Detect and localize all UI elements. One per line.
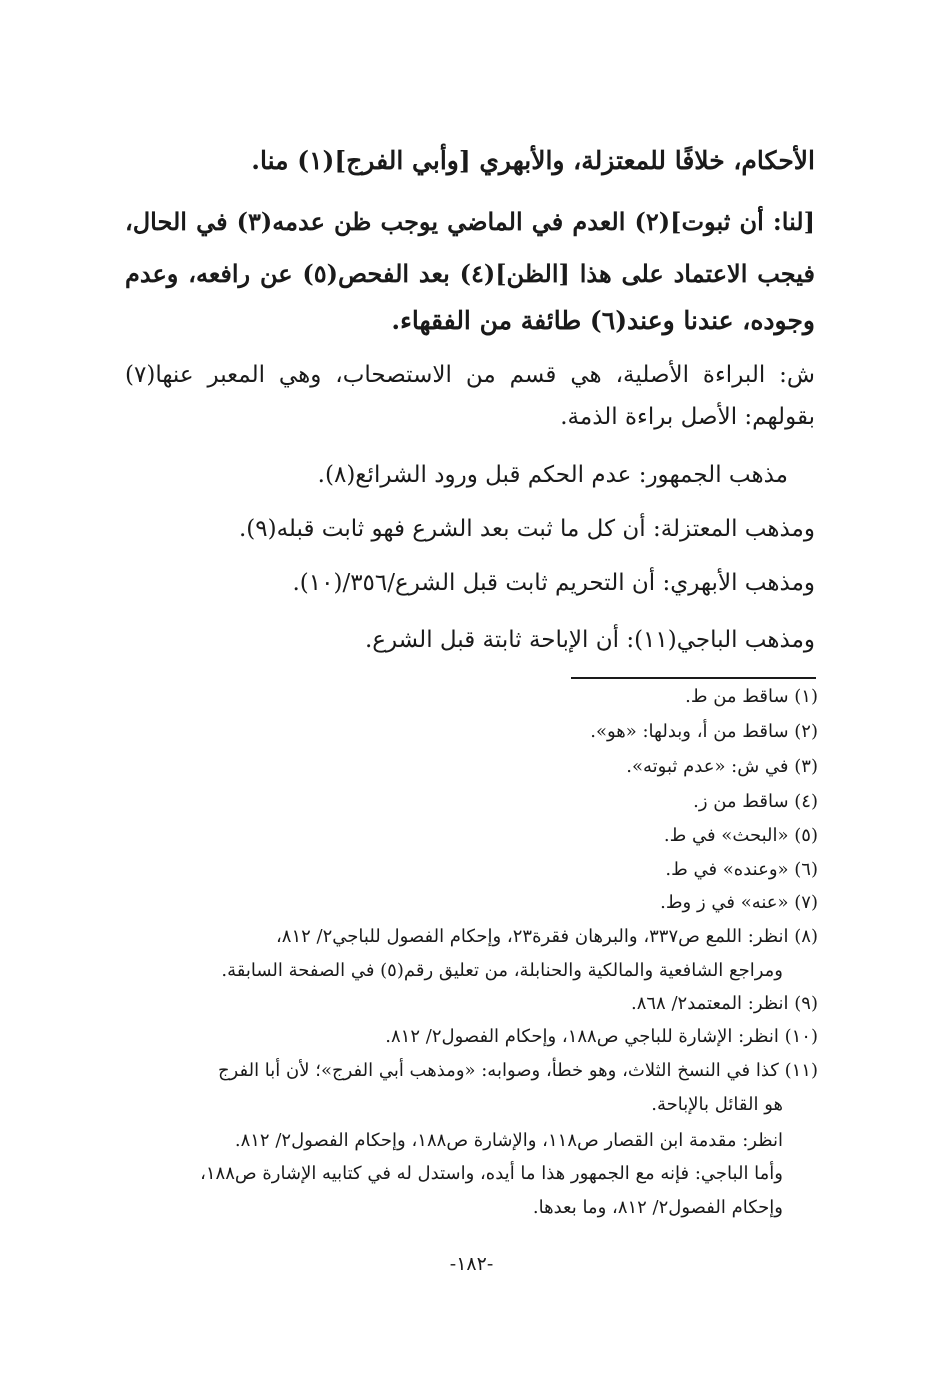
footnote: انظر: مقدمة ابن القصار ص١١٨، والإشارة ص١٨٨، وإحكام الفصول٢/ ٨١٢. <box>234 1130 783 1151</box>
main-text-line: الأحكام، خلافًا للمعتزلة، والأبهري [وأبي الفرج](١) منا. <box>251 146 815 175</box>
commentary-line: ومذهب المعتزلة: أن كل ما ثبت بعد الشرع فهو ثابت قبله(٩). <box>238 516 815 542</box>
commentary-line: ومذهب الباجي(١١): أن الإباحة ثابتة قبل الشرع. <box>364 627 815 653</box>
footnote: ومراجع الشافعية والمالكية والحنابلة، من تعليق رقم(٥) في الصفحة السابقة. <box>221 960 783 981</box>
footnote: هو القائل بالإباحة. <box>651 1094 783 1115</box>
footnote: (٩) انظر: المعتمد٢/ ٨٦٨. <box>630 993 818 1014</box>
footnote: (٣) في ش: «عدم ثبوته». <box>626 756 818 777</box>
footnote: (٢) ساقط من أ، وبدلها: «هو». <box>590 721 818 742</box>
main-text-line: [لنا: أن ثبوت](٢) العدم في الماضي يوجب ظن عدمه(٣) في الحال، <box>125 207 815 236</box>
page-number: -١٨٢- <box>449 1253 494 1275</box>
footnote-separator <box>571 677 816 679</box>
footnote: (١١) كذا في النسخ الثلاث، وهو خطأ، وصوابه: «ومذهب أبي الفرج»؛ لأن أبا الفرج <box>217 1060 818 1081</box>
footnote: (٧) «عنه» في ز وط. <box>660 892 818 913</box>
footnote: (٥) «البحث» في ط. <box>663 825 818 846</box>
footnote: وأما الباجي: فإنه مع الجمهور هذا ما أيده، واستدل له في كتابيه الإشارة ص١٨٨، <box>200 1163 783 1184</box>
main-text-line: وجوده، عندنا وعند(٦) طائفة من الفقهاء. <box>391 306 815 335</box>
commentary-line: ش: البراءة الأصلية، هي قسم من الاستصحاب، وهي المعبر عنها(٧) <box>125 362 815 388</box>
footnote: (١) ساقط من ط. <box>685 686 818 707</box>
commentary-line: بقولهم: الأصل براءة الذمة. <box>560 404 815 430</box>
commentary-line: مذهب الجمهور: عدم الحكم قبل ورود الشرائع(٨). <box>317 462 788 488</box>
footnote: (٤) ساقط من ز. <box>693 791 818 812</box>
footnote: وإحكام الفصول٢/ ٨١٢، وما بعدها. <box>532 1197 783 1218</box>
footnote: (٦) «وعنده» في ط. <box>665 859 818 880</box>
commentary-line: ومذهب الأبهري: أن التحريم ثابت قبل الشرع/٣٥٦/(١٠). <box>292 570 815 596</box>
footnote: (٨) انظر: اللمع ص٣٣٧، والبرهان فقرة٢٣، وإحكام الفصول للباجي٢/ ٨١٢، <box>275 926 818 947</box>
footnote: (١٠) انظر: الإشارة للباجي ص١٨٨، وإحكام الفصول٢/ ٨١٢. <box>385 1026 818 1047</box>
main-text-line: فيجب الاعتماد على هذا [الظن](٤) بعد الفحص(٥) عن رافعه، وعدم <box>125 259 815 288</box>
